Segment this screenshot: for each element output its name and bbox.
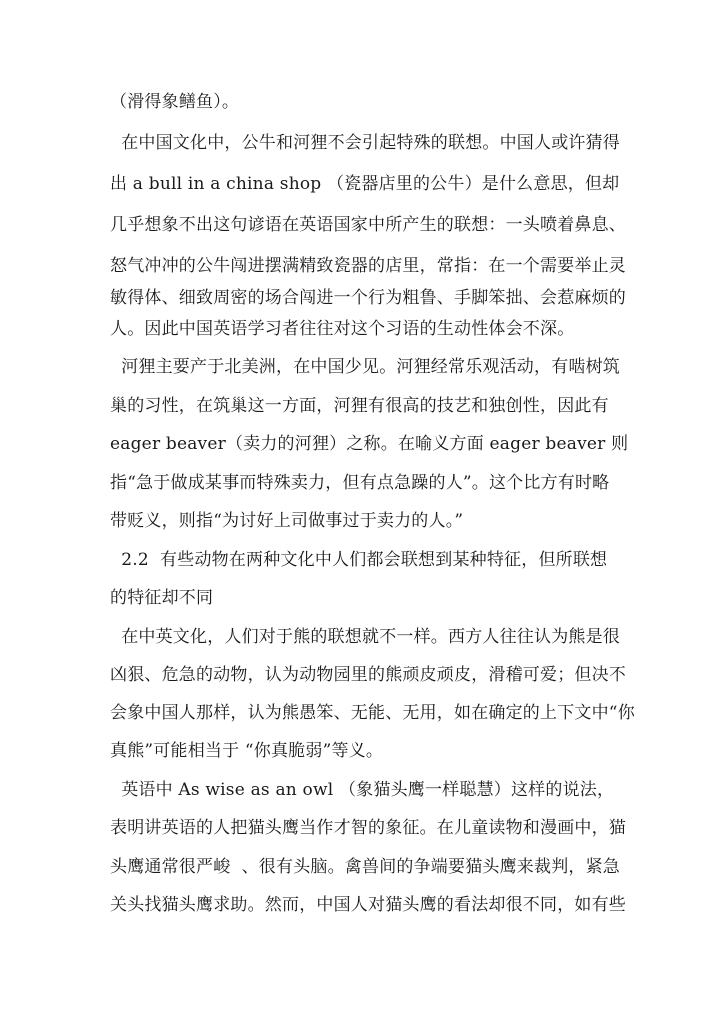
text-line: 几乎想象不出这句谚语在英语国家中所产生的联想：一头喷着鼻息、 — [110, 215, 626, 235]
text-line: 怒气冲冲的公牛闯进摆满精致瓷器的店里，常指：在一个需要举止灵 — [110, 256, 626, 276]
section-heading: 的特征却不同 — [110, 588, 214, 608]
text-line: 巢的习性，在筑巢这一方面，河狸有很高的技艺和独创性，因此有 — [110, 396, 609, 416]
text-line: 带贬义，则指“为讨好上司做事过于卖力的人。” — [110, 511, 464, 531]
text-line: 河狸主要产于北美洲，在中国少见。河狸经常乐观活动，有啮树筑 — [110, 357, 621, 377]
text-line: 关头找猫头鹰求助。然而，中国人对猫头鹰的看法却很不同，如有些 — [110, 895, 626, 915]
text-line: 在中英文化，人们对于熊的联想就不一样。西方人往往认为熊是很 — [110, 627, 621, 647]
text-line: （滑得象鳝鱼）。 — [110, 92, 240, 112]
text-line: eager beaver（卖力的河狸）之称。在喻义方面 eager beaver 则 — [110, 434, 629, 454]
text-line: 会象中国人那样，认为熊愚笨、无能、无用，如在确定的上下文中“你 — [110, 703, 635, 723]
text-line: 英语中 As wise as an owl （象猫头鹰一样聪慧）这样的说法， — [110, 780, 615, 800]
text-line: 指“急于做成某事而特殊卖力，但有点急躁的人”。这个比方有时略 — [110, 473, 610, 493]
text-line: 在中国文化中，公牛和河狸不会引起特殊的联想。中国人或许猜得 — [110, 133, 621, 153]
text-line: 人。因此中国英语学习者往往对这个习语的生动性体会不深。 — [110, 319, 575, 339]
text-line: 真熊”可能相当于 “你真脆弱”等义。 — [110, 741, 384, 761]
text-line: 表明讲英语的人把猫头鹰当作才智的象征。在儿童读物和漫画中，猫 — [110, 818, 626, 838]
text-line: 头鹰通常很严峻 、很有头脑。禽兽间的争端要猫头鹰来裁判，紧急 — [110, 857, 621, 877]
text-line: 出 a bull in a china shop （瓷器店里的公牛）是什么意思，但却 — [110, 174, 620, 194]
text-line: 凶狠、危急的动物，认为动物园里的熊顽皮顽皮，滑稽可爱；但决不 — [110, 665, 626, 685]
section-heading: 2.2 有些动物在两种文化中人们都会联想到某种特征，但所联想 — [110, 550, 608, 570]
text-line: 敏得体、细致周密的场合闯进一个行为粗鲁、手脚笨拙、会惹麻烦的 — [110, 288, 626, 308]
